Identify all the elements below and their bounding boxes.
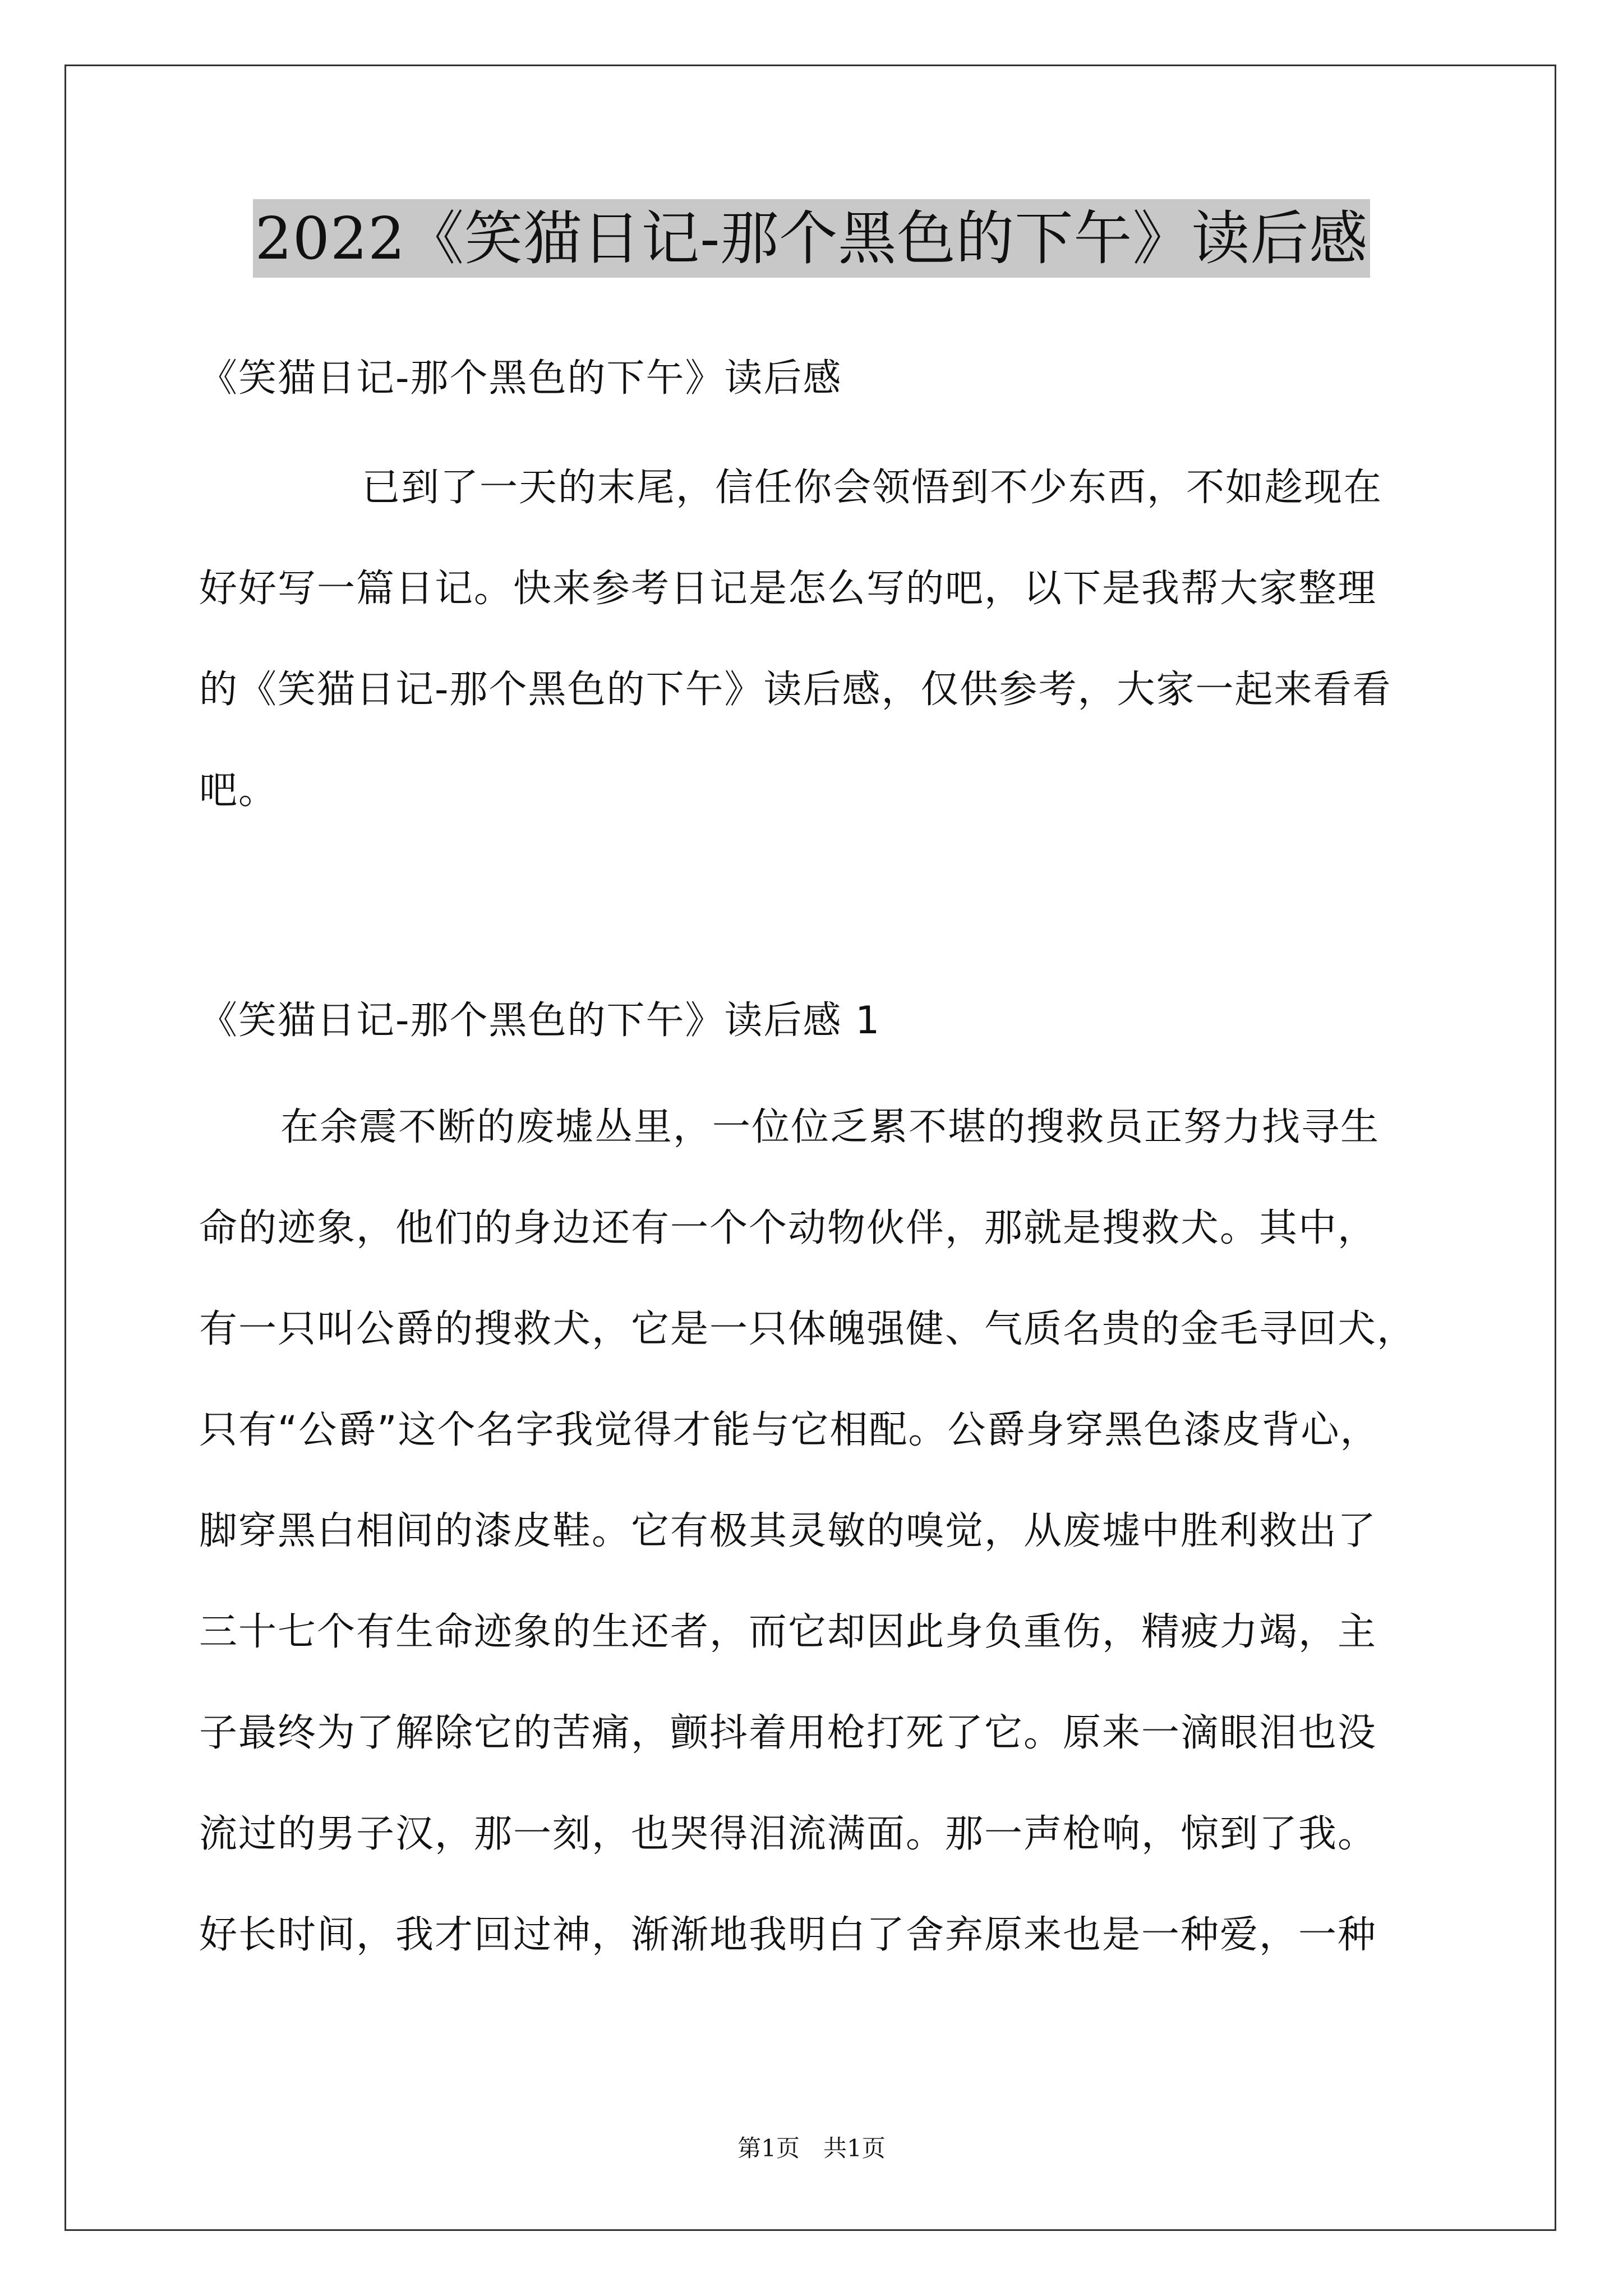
body-line: 子最终为了解除它的苦痛，颤抖着用枪打死了它。原来一滴眼泪也没	[199, 1711, 1377, 1755]
body-line: 在余震不断的废墟丛里，一位位乏累不堪的搜救员正努力找寻生	[280, 1105, 1380, 1149]
title-wrapper	[0, 199, 1623, 278]
body-line: 好长时间，我才回过神，渐渐地我明白了舍弃原来也是一种爱，一种	[199, 1913, 1377, 1957]
document-subtitle: 《笑猫日记-那个黑色的下午》读后感	[199, 356, 842, 401]
page-footer: 第1页 共1页	[737, 2134, 886, 2162]
intro-line: 好好写一篇日记。快来参考日记是怎么写的吧，以下是我帮大家整理	[199, 567, 1377, 611]
body-line: 有一只叫公爵的搜救犬，它是一只体魄强健、气质名贵的金毛寻回犬，	[199, 1307, 1417, 1351]
body-line: 只有“公爵”这个名字我觉得才能与它相配。公爵身穿黑色漆皮背心，	[199, 1408, 1380, 1452]
body-line: 流过的男子汉，那一刻，也哭得泪流满面。那一声枪响，惊到了我。	[199, 1812, 1377, 1856]
body-paragraph	[199, 1077, 1461, 1986]
section-heading: 《笑猫日记-那个黑色的下午》读后感 1	[199, 999, 881, 1043]
body-line: 命的迹象，他们的身边还有一个个动物伙伴，那就是搜救犬。其中，	[199, 1206, 1377, 1250]
body-line: 三十七个有生命迹象的生还者，而它却因此身负重伤，精疲力竭，主	[199, 1610, 1377, 1654]
body-line: 脚穿黑白相间的漆皮鞋。它有极其灵敏的嗅觉，从废墟中胜利救出了	[199, 1509, 1377, 1553]
intro-line: 已到了一天的末尾，信任你会领悟到不少东西，不如趁现在	[362, 466, 1383, 510]
intro-line: 的《笑猫日记-那个黑色的下午》读后感，仅供参考，大家一起来看看	[199, 668, 1392, 712]
intro-line: 吧。	[199, 769, 278, 813]
intro-paragraph	[199, 438, 1461, 841]
document-title: 2022《笑猫日记-那个黑色的下午》读后感	[253, 199, 1371, 278]
